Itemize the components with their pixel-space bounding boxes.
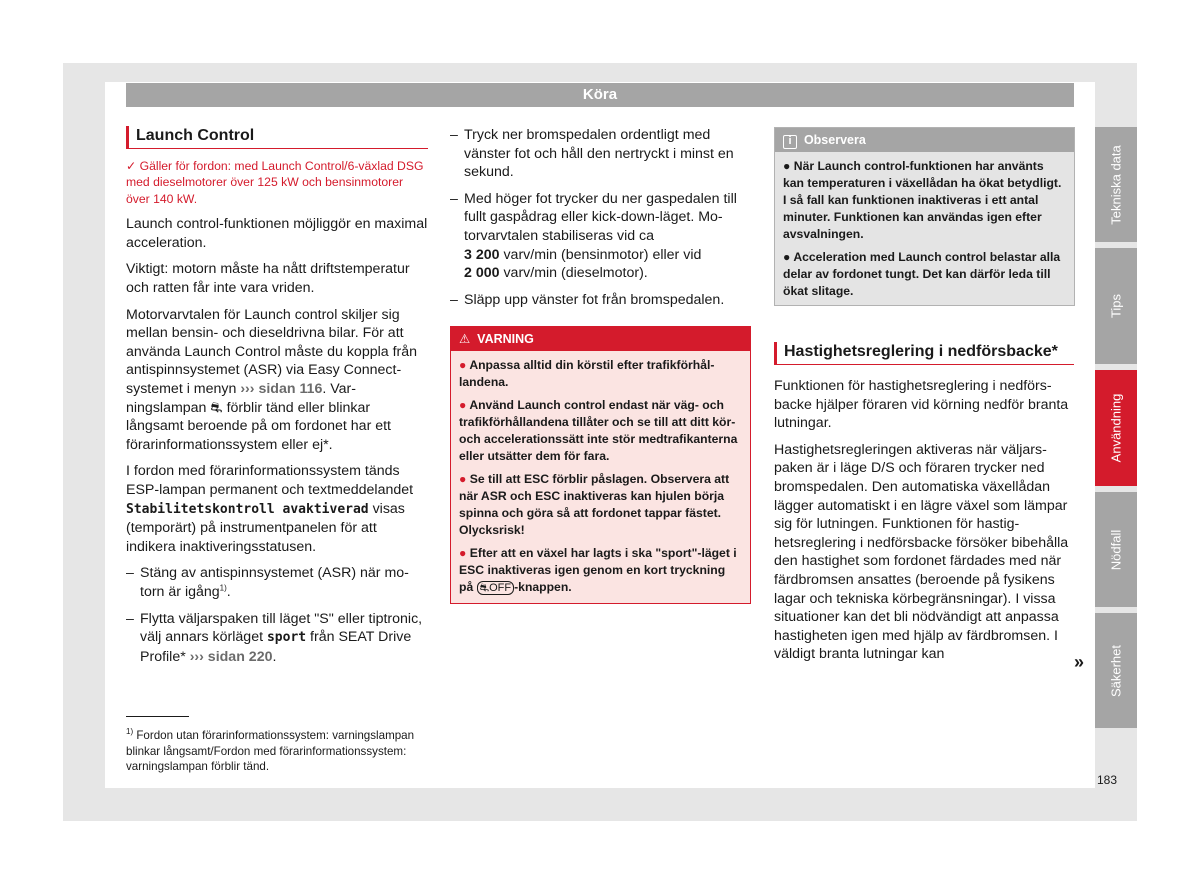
drive-mode-name: sport xyxy=(266,630,307,646)
tab-anvandning[interactable]: Användning xyxy=(1095,370,1137,486)
paragraph: Motorvarvtalen för Launch control skiljer sig mellan bensin- och dieseldrivna bilar. För att använda Launch Control måste du koppla från antispinnsystemet (ASR) via Easy Connect-systemet i menyn ››› sidan 116. Varningslampan ⛐ förblir tänd eller blinkar långsamt beroende på om fordonet har ett förarinformationssystem eller ej*. xyxy=(126,306,418,453)
warning-item: ● Se till att ESC förblir påslagen. Observera att när ASR och ESC inaktiveras kan hjulen börja spinna och göra så att fordonet tappar fästet. Olycksrisk! xyxy=(459,472,730,537)
requirement-note: ✓ Gäller för fordon: med Launch Control/6-växlad DSG med dieselmotorer över 125 kW och bensinmotorer över 140 kW. xyxy=(126,159,424,206)
continue-marker: » xyxy=(1074,652,1085,672)
list-item: – Tryck ner bromspedalen ordentligt med vänster fot och håll den nertryckt i minst en sekund. xyxy=(450,127,734,181)
footnote: $^{1)}$ Fordon utan förarinformationssystem: varningslampan blinkar långsamt/Fordon med förarinformationssystem: varningslampan förblir tänd. xyxy=(126,727,415,774)
esc-off-key-icon: ⛐OFF xyxy=(477,581,515,595)
note-item: ● Acceleration med Launch control belastar alla delar av fordonet tungt. Det kan därför leda till ökat slitage. xyxy=(783,250,1061,298)
warning-header: ⚠ VARNING xyxy=(451,327,750,351)
info-icon: i xyxy=(783,135,797,149)
warning-box xyxy=(450,326,751,604)
note-header: i Observera xyxy=(775,128,1074,152)
list-item: – Flytta väljarspaken till läget "S" eller tiptronic, välj annars körläget sport från SEAT Drive Profile* ››› sidan 220. xyxy=(126,610,423,665)
warning-triangle-icon: ⚠ xyxy=(459,332,471,346)
page-number: 183 xyxy=(1097,773,1118,787)
tab-tips[interactable]: Tips xyxy=(1095,248,1137,364)
warning-item: ● Efter att en växel har lagts i ska "sport"-läget i ESC inaktiveras igen genom en kort tryckning på ⛐OFF -knappen. xyxy=(459,546,737,594)
paragraph: I fordon med förarinformationssystem tänds ESP-lampan permanent och textmeddelandet Stabilitetskontroll avaktiverad visas (temporärt) på instrumentpanelen för att indikera inaktiveringsstatusen. xyxy=(126,463,414,555)
footnote-divider xyxy=(126,716,189,717)
list-item: – Släpp upp vänster fot från bromspedalen. xyxy=(450,291,725,308)
page-reference-link[interactable]: ››› sidan 116 xyxy=(240,380,323,397)
note-box xyxy=(774,127,1075,306)
note-item: ● När Launch control-funktionen har använts kan temperaturen i växellådan ha ökat betydligt. I så fall kan funktionen inaktiveras i ett antal minuter. Funktionen kan användas igen efter avsvalningen. xyxy=(783,159,1062,241)
hill-descent-heading: Hastighetsreglering i nedförsbacke* xyxy=(774,342,1074,365)
tab-tekniska-data[interactable]: Tekniska data xyxy=(1095,127,1137,242)
tab-nodfall[interactable]: Nödfall xyxy=(1095,492,1137,607)
paragraph: Viktigt: motorn måste ha nått driftstemperatur och ratten får inte vara vriden. xyxy=(126,261,410,296)
chapter-header: Köra xyxy=(126,83,1074,107)
tab-sakerhet[interactable]: Säkerhet xyxy=(1095,613,1137,728)
paragraph: Hastighetsregleringen aktiveras när väljarspaken är i läge D/S och föraren trycker ned bromspedalen. Den automatiska växellådan lägger automatiskt i en lägre växel som lämpar sig för lutningen. Funktionen för hastighetsreglering i nedförsbacke försöker bibehålla den hastighet som fordonet färdades med när färdbromsen ansattes (beroende på fysikens lagar och tekniska körbegränsningar). I vissa situationer kan det bli nödvändigt att anpassa hastigheten igen med hjälp av färdbromsen. I väldigt branta lutningar kan xyxy=(774,441,1069,663)
warning-item: ● Använd Launch control endast när väg- och trafikförhållandena tillåter och se till att ditt kör- och accelerationssätt inte stör medtrafikanterna eller utsätter dem för fara. xyxy=(459,398,738,463)
display-message: Stabilitetskontroll avaktiverad xyxy=(126,501,369,517)
warning-item: ● Anpassa alltid din körstil efter trafikförhållandena. xyxy=(459,358,715,389)
page-reference-link[interactable]: ››› sidan 220 xyxy=(189,648,273,665)
launch-control-heading: Launch Control xyxy=(126,126,428,149)
column-right xyxy=(774,342,1074,664)
column-left xyxy=(126,126,428,666)
footnote-ref[interactable]: 1) xyxy=(219,583,227,593)
column-middle xyxy=(450,126,752,309)
paragraph: Funktionen för hastighetsreglering i nedförsbacke hjälper föraren vid körning nedför branta lutningar. xyxy=(774,378,1069,432)
list-item: – Med höger fot trycker du ner gaspedalen till fullt gaspådrag eller kick-down-läget. Motorvarvtalen stabiliseras vid ca 3 200 varv/min (bensinmotor) eller vid 2 000 varv/min (dieselmotor). xyxy=(450,190,737,282)
warning-lamp-icon: ⛐ xyxy=(210,399,223,416)
list-item: – Stäng av antispinnsystemet (ASR) när motorn är igång$^{1)}$. xyxy=(126,565,409,600)
paragraph: Launch control-funktionen möjliggör en maximal acceleration. xyxy=(126,216,428,251)
